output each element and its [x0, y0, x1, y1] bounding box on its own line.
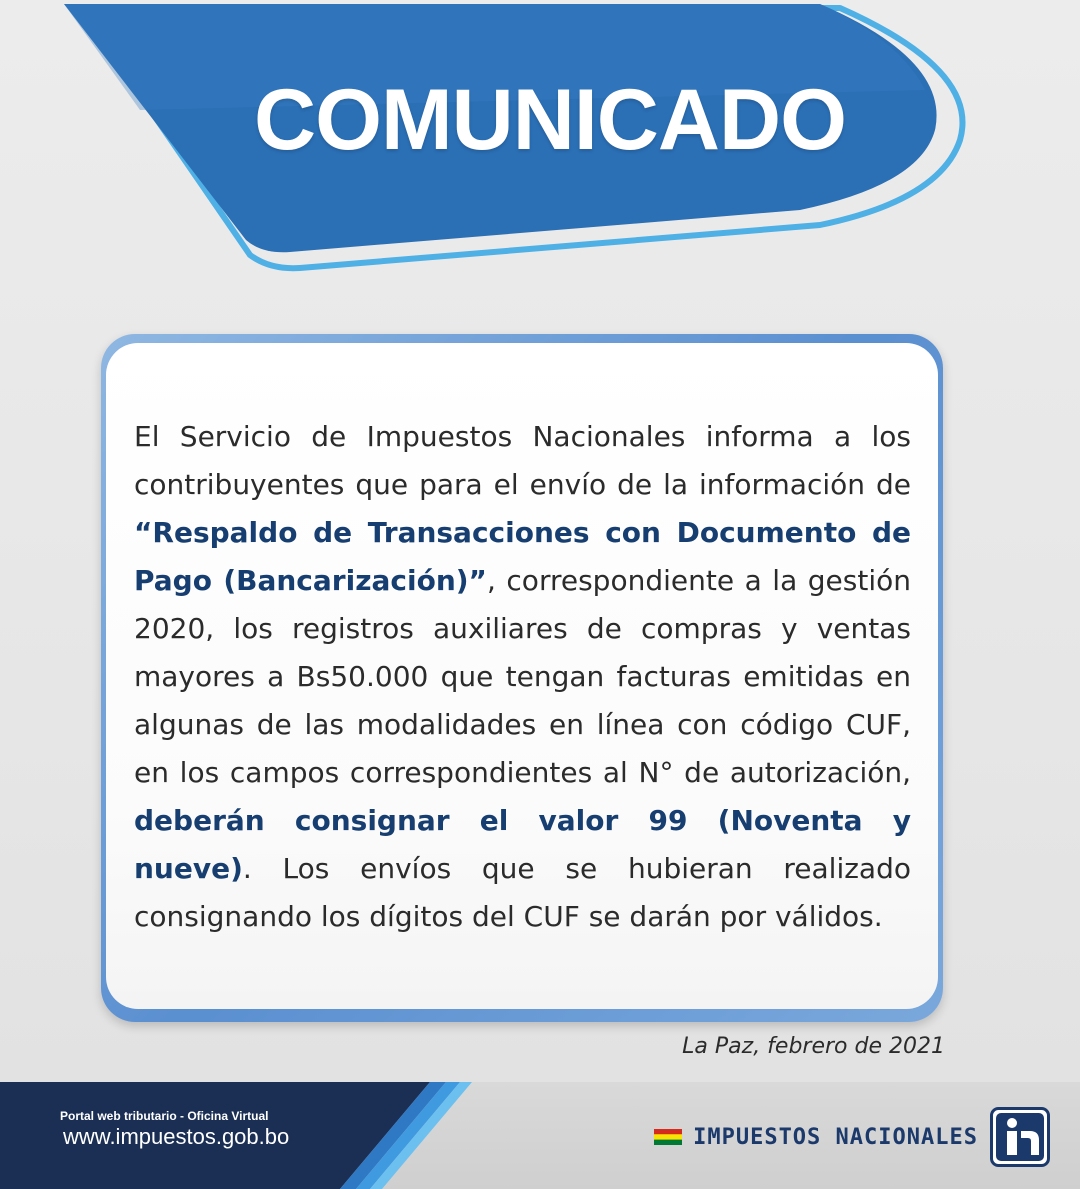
portal-url-link[interactable]: www.impuestos.gob.bo	[63, 1124, 290, 1149]
footer	[0, 1082, 1080, 1189]
bolivia-flag-icon	[654, 1129, 682, 1145]
impuestos-nacionales-logo-icon	[990, 1107, 1050, 1167]
notice-text-part-3: . Los envíos que se hubieran realizado consignando los dígitos del CUF se darán por válidos.	[134, 852, 911, 933]
notice-card	[106, 343, 938, 1009]
notice-emphasis-instruction: deberán consignar el valor 99 (Noventa y nueve)	[134, 804, 911, 885]
notice-text-part-1: El Servicio de Impuestos Nacionales informa a los contribuyentes que para el envío de la información de	[134, 420, 911, 501]
notice-text-part-2: , correspondiente a la gestión 2020, los registros auxiliares de compras y ventas mayores a Bs50.000 que tengan facturas emitidas en algunas de las modalidades en línea con código CUF, en los campos correspondientes al N° de autorización,	[134, 564, 912, 789]
brand	[654, 1107, 1050, 1167]
notice-body	[134, 413, 911, 941]
date-line: La Paz, febrero de 2021	[682, 1034, 945, 1059]
notice-emphasis-title: “Respaldo de Transacciones con Documento de Pago (Bancarización)”	[134, 516, 911, 597]
banner-title: COMUNICADO	[254, 71, 846, 168]
brand-name: IMPUESTOS NACIONALES	[693, 1124, 978, 1150]
portal-caption: Portal web tributario - Oficina Virtual	[60, 1109, 269, 1123]
